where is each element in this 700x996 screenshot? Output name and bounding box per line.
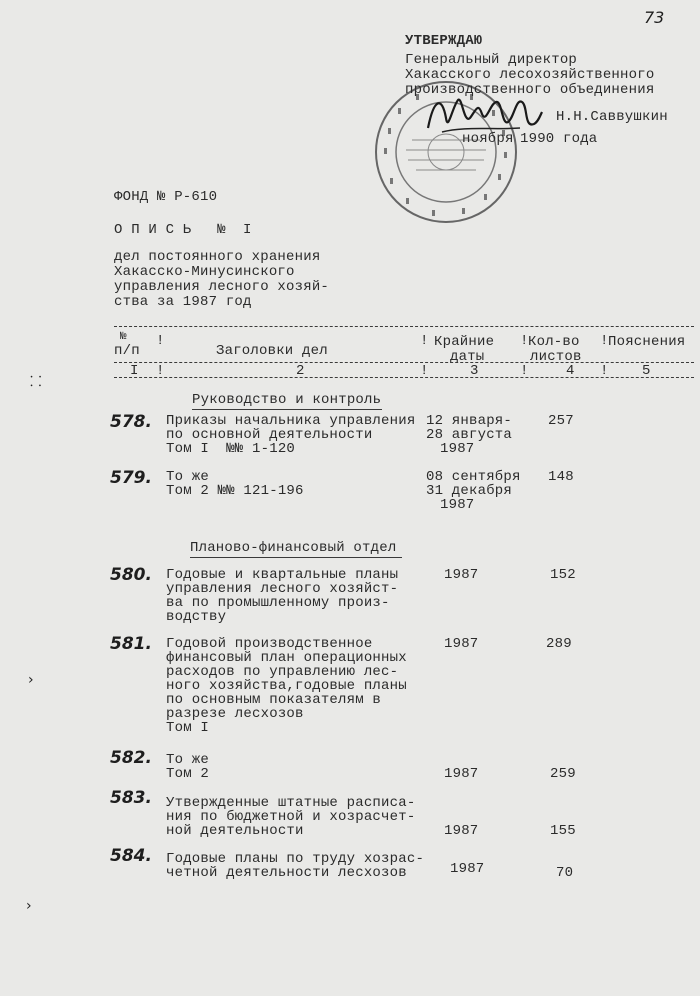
approval-title: УТВЕРЖДАЮ xyxy=(405,33,483,49)
row-title-line: ния по бюджетной и хозрасчет- xyxy=(166,809,416,825)
description-line-3: управления лесного хозяй- xyxy=(114,279,330,295)
approval-line-3: производственного объединения xyxy=(405,82,655,98)
approval-line-2: Хакасского лесохозяйственного xyxy=(405,67,655,83)
description-line-4: ства за 1987 год xyxy=(114,294,252,310)
row-date-line: 12 января- xyxy=(426,413,513,429)
margin-mark: › xyxy=(28,672,34,688)
row-sheets: 148 xyxy=(548,469,574,485)
row-num: 580. xyxy=(110,565,152,585)
margin-mark: ⸬ xyxy=(30,374,42,390)
row-sheets: 259 xyxy=(550,766,576,782)
row-title-line: То же xyxy=(166,469,210,485)
header-dates-1: Крайние xyxy=(434,334,495,350)
row-title-line: управления лесного хозяйст- xyxy=(166,581,399,597)
header-title: Заголовки дел xyxy=(216,343,328,359)
colnum-3: 3 xyxy=(470,363,479,379)
row-title-line: Том 2 xyxy=(166,766,210,782)
header-num: п/п xyxy=(114,343,140,359)
fond-number: ФОНД № Р-610 xyxy=(114,189,218,205)
row-date-line: 1987 xyxy=(444,823,479,839)
colnum-sep-1: ! xyxy=(156,363,165,379)
row-date-line: 28 августа xyxy=(426,427,513,443)
approval-date-year: 1990 года xyxy=(520,131,598,147)
row-num: 579. xyxy=(110,468,152,488)
margin-mark: › xyxy=(26,898,32,914)
row-title-line: То же xyxy=(166,752,210,768)
header-sep-3: ! xyxy=(520,333,529,349)
row-date-line: 08 сентября xyxy=(426,469,521,485)
row-num: 578. xyxy=(110,412,152,432)
approval-director: Н.Н.Саввушкин xyxy=(556,109,668,125)
header-sep-4: ! xyxy=(600,333,609,349)
colnum-sep-4: ! xyxy=(600,363,609,379)
row-date-line: 31 декабря xyxy=(426,483,513,499)
approval-line-1: Генеральный директор xyxy=(405,52,578,68)
row-title-line: по основной деятельности xyxy=(166,427,373,443)
row-num: 582. xyxy=(110,748,152,768)
section-title-1: Руководство и контроль xyxy=(192,392,382,408)
row-sheets: 289 xyxy=(546,636,572,652)
row-title-line: разрезе лесхозов xyxy=(166,706,304,722)
row-title-line: Утвержденные штатные расписа- xyxy=(166,795,416,811)
row-title-line: Годовые планы по труду хозрас- xyxy=(166,851,425,867)
colnum-sep-2: ! xyxy=(420,363,429,379)
row-date-line: 1987 xyxy=(444,766,479,782)
header-top-rule xyxy=(114,326,694,327)
row-sheets: 152 xyxy=(550,567,576,583)
header-dates-2: даты xyxy=(450,349,485,365)
row-title-line: четной деятельности лесхозов xyxy=(166,865,407,881)
header-sep-2: ! xyxy=(420,333,429,349)
row-date-line: 1987 xyxy=(450,861,485,877)
page-number: 73 xyxy=(644,8,665,27)
section-underline-2 xyxy=(190,557,402,558)
header-num-symbol: № xyxy=(120,331,127,343)
row-title-line: Том I №№ 1-120 xyxy=(166,441,296,457)
row-date-line: 1987 xyxy=(444,567,479,583)
section-underline-1 xyxy=(192,409,382,410)
colnum-5: 5 xyxy=(642,363,651,379)
row-title-line: финансовый план операционных xyxy=(166,650,407,666)
row-num: 584. xyxy=(110,846,152,866)
row-date-line: 1987 xyxy=(440,441,475,457)
row-title-line: ного хозяйства,годовые планы xyxy=(166,678,407,694)
description-line-1: дел постоянного хранения xyxy=(114,249,321,265)
row-sheets: 257 xyxy=(548,413,574,429)
row-date-line: 1987 xyxy=(444,636,479,652)
colnum-4: 4 xyxy=(566,363,575,379)
row-date-line: 1987 xyxy=(440,497,475,513)
description-line-2: Хакасско-Минусинского xyxy=(114,264,295,280)
colnum-sep-3: ! xyxy=(520,363,529,379)
row-title-line: Годовые и квартальные планы xyxy=(166,567,399,583)
section-title-2: Планово-финансовый отдел xyxy=(190,540,397,556)
row-sheets: 70 xyxy=(556,865,574,881)
header-notes: Пояснения xyxy=(608,334,686,350)
row-title-line: Том I xyxy=(166,720,210,736)
row-title-line: расходов по управлению лес- xyxy=(166,664,399,680)
row-title-line: ной деятельности xyxy=(166,823,304,839)
row-title-line: Том 2 №№ 121-196 xyxy=(166,483,304,499)
opis-title: О П И С Ь № I xyxy=(114,222,252,238)
approval-date-month: ноября xyxy=(462,131,514,147)
row-num: 581. xyxy=(110,634,152,654)
row-title-line: по основным показателям в xyxy=(166,692,382,708)
row-title-line: Приказы начальника управления xyxy=(166,413,416,429)
row-title-line: водству xyxy=(166,609,227,625)
header-count-1: Кол-во xyxy=(528,334,580,350)
colnum-1: I xyxy=(130,363,139,379)
row-num: 583. xyxy=(110,788,152,808)
header-count-2: листов xyxy=(530,349,582,365)
row-sheets: 155 xyxy=(550,823,576,839)
row-title-line: ва по промышленному произ- xyxy=(166,595,390,611)
header-sep-1: ! xyxy=(156,333,165,349)
header-bottom-rule xyxy=(114,377,694,378)
row-title-line: Годовой производственное xyxy=(166,636,373,652)
colnum-2: 2 xyxy=(296,363,305,379)
